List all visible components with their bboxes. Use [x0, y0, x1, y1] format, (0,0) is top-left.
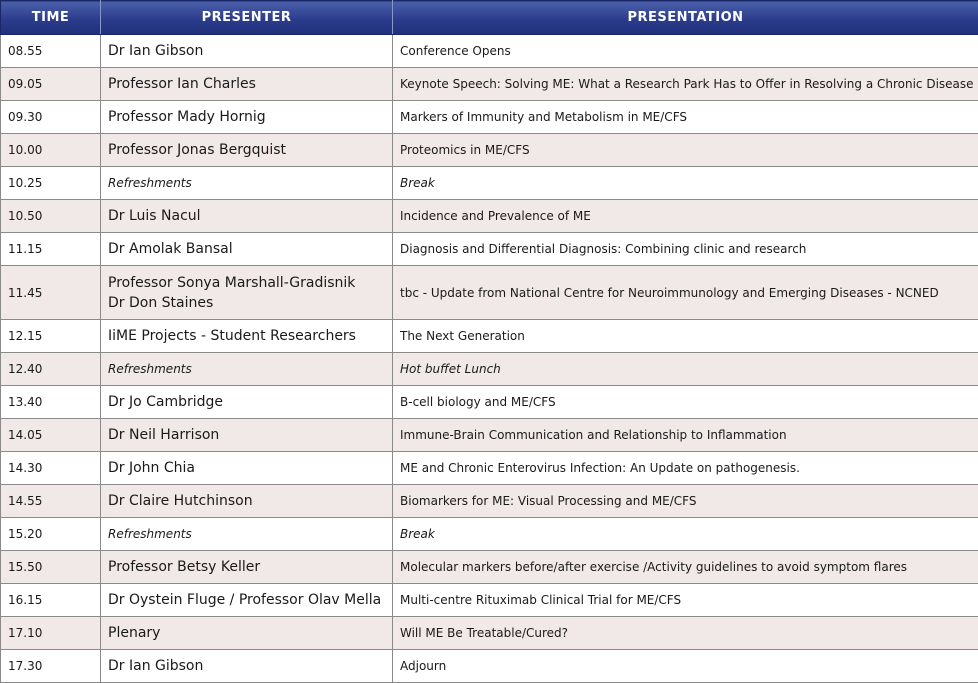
presenter-cell [101, 167, 393, 200]
time-cell: 14.05 [1, 419, 101, 452]
time-cell: 10.50 [1, 200, 101, 233]
table-row [1, 353, 978, 386]
header-presenter: PRESENTER [101, 1, 393, 35]
time-cell: 16.15 [1, 584, 101, 617]
presenter-cell [101, 419, 393, 452]
presenter-cell [101, 233, 393, 266]
table-row [1, 35, 978, 68]
time-cell: 15.50 [1, 551, 101, 584]
table-row [1, 200, 978, 233]
table-row [1, 101, 978, 134]
presenter-name: Professor Jonas Bergquist [108, 140, 392, 160]
presenter-cell [101, 134, 393, 167]
presenter-name: Dr John Chia [108, 458, 392, 478]
table-row [1, 419, 978, 452]
presenter-name: Refreshments [108, 359, 392, 379]
table-row [1, 650, 978, 683]
presenter-name: IiME Projects - Student Researchers [108, 326, 392, 346]
table-row [1, 68, 978, 101]
presenter-name: Professor Mady Hornig [108, 107, 392, 127]
presentation-cell: Adjourn [393, 650, 978, 683]
presentation-cell: ME and Chronic Enterovirus Infection: An Update on pathogenesis. [393, 452, 978, 485]
presenter-name: Dr Ian Gibson [108, 41, 392, 61]
presenter-cell [101, 518, 393, 551]
presenter-cell [101, 650, 393, 683]
presentation-cell: Immune-Brain Communication and Relationship to Inflammation [393, 419, 978, 452]
schedule-body [1, 35, 978, 683]
presenter-name: Dr Neil Harrison [108, 425, 392, 445]
header-presentation: PRESENTATION [393, 1, 978, 35]
presenter-cell [101, 266, 393, 320]
presenter-name: Plenary [108, 623, 392, 643]
presentation-cell: Markers of Immunity and Metabolism in ME/CFS [393, 101, 978, 134]
presenter-cell [101, 35, 393, 68]
presenter-cell [101, 485, 393, 518]
presentation-cell: Conference Opens [393, 35, 978, 68]
time-cell: 09.05 [1, 68, 101, 101]
presenter-name: Dr Jo Cambridge [108, 392, 392, 412]
presenter-name: Dr Ian Gibson [108, 656, 392, 676]
table-row [1, 584, 978, 617]
time-cell: 13.40 [1, 386, 101, 419]
table-row [1, 320, 978, 353]
time-cell: 14.30 [1, 452, 101, 485]
time-cell: 15.20 [1, 518, 101, 551]
presentation-cell: Hot buffet Lunch [393, 353, 978, 386]
presenter-name: Dr Luis Nacul [108, 206, 392, 226]
time-cell: 09.30 [1, 101, 101, 134]
presentation-cell: Diagnosis and Differential Diagnosis: Combining clinic and research [393, 233, 978, 266]
table-row [1, 485, 978, 518]
presenter-name: Professor Betsy Keller [108, 557, 392, 577]
presenter-name: Dr Claire Hutchinson [108, 491, 392, 511]
presenter-name: Professor Sonya Marshall-Gradisnik [108, 273, 392, 293]
presenter-cell [101, 200, 393, 233]
presenter-cell [101, 584, 393, 617]
presentation-cell: tbc - Update from National Centre for Neuroimmunology and Emerging Diseases - NCNED [393, 266, 978, 320]
presenter-cell [101, 386, 393, 419]
presenter-name: Dr Amolak Bansal [108, 239, 392, 259]
time-cell: 14.55 [1, 485, 101, 518]
table-row [1, 518, 978, 551]
presentation-cell: Break [393, 167, 978, 200]
time-cell: 08.55 [1, 35, 101, 68]
presenter-name: Professor Ian Charles [108, 74, 392, 94]
presentation-cell: Biomarkers for ME: Visual Processing and ME/CFS [393, 485, 978, 518]
presenter-name: Dr Don Staines [108, 293, 392, 313]
presenter-cell [101, 68, 393, 101]
time-cell: 10.25 [1, 167, 101, 200]
table-row [1, 233, 978, 266]
presentation-cell: Proteomics in ME/CFS [393, 134, 978, 167]
presentation-cell: B-cell biology and ME/CFS [393, 386, 978, 419]
time-cell: 17.10 [1, 617, 101, 650]
presenter-name: Refreshments [108, 173, 392, 193]
table-row [1, 452, 978, 485]
time-cell: 11.45 [1, 266, 101, 320]
presenter-cell [101, 101, 393, 134]
table-row [1, 551, 978, 584]
table-row [1, 386, 978, 419]
header-row [1, 1, 978, 35]
presenter-cell [101, 353, 393, 386]
table-row [1, 617, 978, 650]
presentation-cell: Keynote Speech: Solving ME: What a Research Park Has to Offer in Resolving a Chronic Disease [393, 68, 978, 101]
presenter-name: Dr Oystein Fluge / Professor Olav Mella [108, 590, 392, 610]
presenter-cell [101, 320, 393, 353]
presentation-cell: Break [393, 518, 978, 551]
presenter-name: Refreshments [108, 524, 392, 544]
time-cell: 17.30 [1, 650, 101, 683]
presenter-cell [101, 551, 393, 584]
time-cell: 10.00 [1, 134, 101, 167]
presentation-cell: Will ME Be Treatable/Cured? [393, 617, 978, 650]
time-cell: 12.40 [1, 353, 101, 386]
presentation-cell: Molecular markers before/after exercise /Activity guidelines to avoid symptom flares [393, 551, 978, 584]
header-time: TIME [1, 1, 101, 35]
presentation-cell: Incidence and Prevalence of ME [393, 200, 978, 233]
table-row [1, 266, 978, 320]
time-cell: 12.15 [1, 320, 101, 353]
presentation-cell: Multi-centre Rituximab Clinical Trial for ME/CFS [393, 584, 978, 617]
table-row [1, 167, 978, 200]
table-row [1, 134, 978, 167]
time-cell: 11.15 [1, 233, 101, 266]
presenter-cell [101, 452, 393, 485]
presenter-cell [101, 617, 393, 650]
presentation-cell: The Next Generation [393, 320, 978, 353]
